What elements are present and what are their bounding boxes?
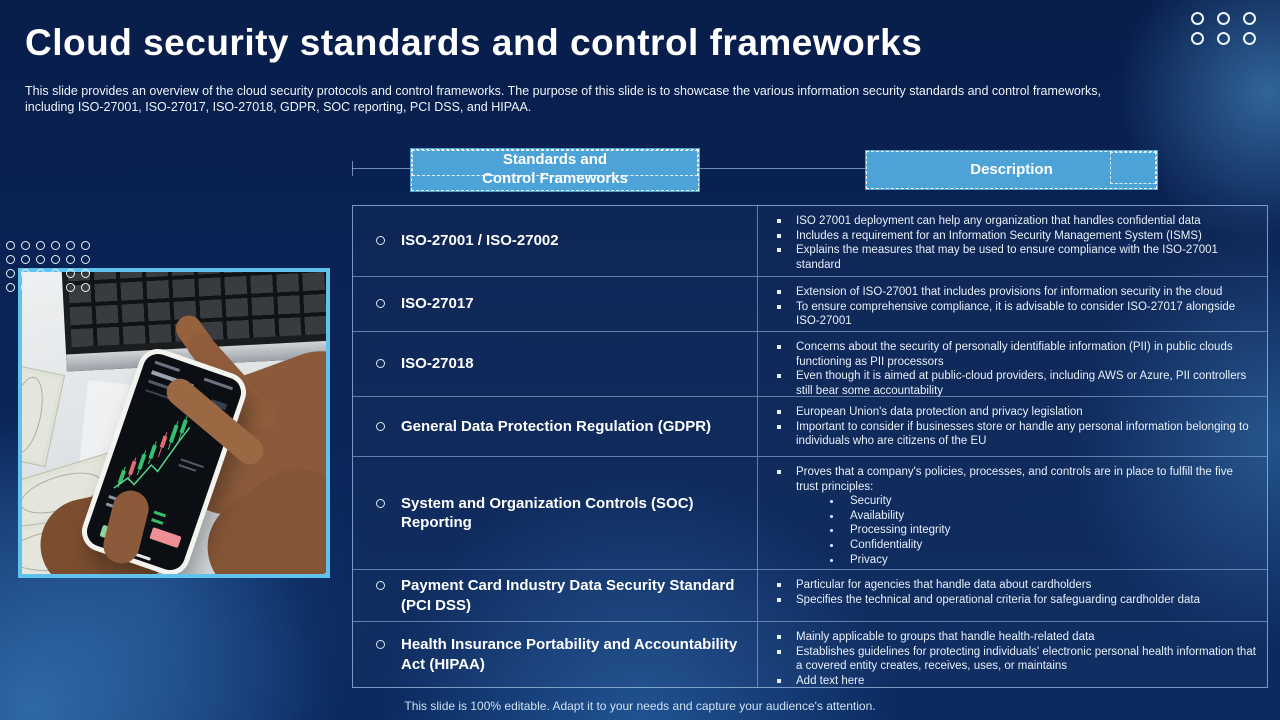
standard-cell <box>353 397 758 456</box>
standard-label: Payment Card Industry Data Security Standard (PCI DSS) <box>371 576 743 615</box>
ring-dot <box>21 241 30 250</box>
description-list <box>768 465 1257 567</box>
description-list <box>768 578 1257 607</box>
standards-column-header[interactable] <box>410 148 700 192</box>
slide-subtitle: This slide provides an overview of the cloud security protocols and control frameworks. The purpose of this slide is to showcase the various information security standards and control frameworks, including ISO-27001, ISO-27017, ISO-27018, GDPR, SOC reporting, PCI DSS, and HIPAA. <box>25 84 1101 114</box>
selection-dashed-inner <box>1110 152 1156 184</box>
ring-dot <box>1217 12 1230 25</box>
standard-cell <box>353 457 758 569</box>
description-cell <box>758 570 1267 621</box>
table-row <box>353 277 1267 332</box>
description-cell <box>758 332 1267 396</box>
description-list <box>768 285 1257 329</box>
description-point: Concerns about the security of personally identifiable information (PII) in public clouds functioning as PII processors <box>768 340 1257 369</box>
standard-cell <box>353 622 758 687</box>
description-point: Includes a requirement for an Information Security Management System (ISMS) <box>768 229 1257 244</box>
ring-dot <box>1217 32 1230 45</box>
standard-cell <box>353 570 758 621</box>
description-cell <box>758 206 1267 276</box>
description-point: Add text here <box>768 674 1257 689</box>
sub-point: Processing integrity <box>822 523 1257 538</box>
standard-label: General Data Protection Regulation (GDPR) <box>371 417 711 437</box>
ring-dot <box>36 269 45 278</box>
description-point: Extension of ISO-27001 that includes provisions for information security in the cloud <box>768 285 1257 300</box>
table-row <box>353 397 1267 457</box>
ring-dot <box>1243 12 1256 25</box>
description-point: European Union's data protection and privacy legislation <box>768 405 1257 420</box>
standards-table <box>352 205 1268 688</box>
corner-dots-decoration <box>1191 12 1256 45</box>
standard-label: ISO-27001 / ISO-27002 <box>371 231 559 251</box>
description-list <box>768 214 1257 272</box>
photo-corner-dots-decoration <box>6 241 90 292</box>
standard-label: ISO-27018 <box>371 354 474 374</box>
ring-dot <box>21 255 30 264</box>
description-point: Establishes guidelines for protecting individuals' electronic personal health information that a covered entity creates, receives, uses, or maintains <box>768 645 1257 674</box>
ring-dot <box>51 283 60 292</box>
standard-cell <box>353 332 758 396</box>
standard-label: ISO-27017 <box>371 294 474 314</box>
trading-photo <box>18 268 330 578</box>
ring-dot <box>66 255 75 264</box>
ring-dot <box>6 255 15 264</box>
description-list <box>768 340 1257 398</box>
standard-cell <box>353 206 758 276</box>
description-header-label: Description <box>970 160 1053 178</box>
description-point: Important to consider if businesses store or handle any personal information belonging to individuals who are citizens of the EU <box>768 420 1257 449</box>
ring-dot <box>51 269 60 278</box>
ring-dot <box>6 283 15 292</box>
sub-point: Availability <box>822 509 1257 524</box>
ring-dot <box>51 241 60 250</box>
ring-dot <box>66 269 75 278</box>
description-point: Proves that a company's policies, processes, and controls are in place to fulfill the five trust principles: Security Availability Processing integrity Confidentiality Privacy <box>768 465 1257 567</box>
ring-dot <box>21 283 30 292</box>
ring-dot <box>81 255 90 264</box>
ring-dot <box>36 255 45 264</box>
ring-dot <box>66 283 75 292</box>
description-cell <box>758 457 1267 569</box>
description-point: Even though it is aimed at public-cloud providers, including AWS or Azure, PII controllers still bear some accountability <box>768 369 1257 398</box>
ring-dot <box>81 241 90 250</box>
table-row <box>353 570 1267 622</box>
header-connector-tick-left <box>352 161 353 176</box>
sub-point: Security <box>822 494 1257 509</box>
table-row <box>353 332 1267 397</box>
footer-note: This slide is 100% editable. Adapt it to your needs and capture your audience's attention. <box>404 699 876 713</box>
ring-dot <box>6 241 15 250</box>
description-point: Mainly applicable to groups that handle health-related data <box>768 630 1257 645</box>
standard-cell <box>353 277 758 331</box>
ring-dot <box>1243 32 1256 45</box>
sub-point: Confidentiality <box>822 538 1257 553</box>
ring-dot <box>66 241 75 250</box>
ring-dot <box>21 269 30 278</box>
standards-header-label: Standards and Control Frameworks <box>482 151 628 187</box>
ring-dot <box>81 269 90 278</box>
description-cell <box>758 622 1267 687</box>
table-row <box>353 622 1267 687</box>
page-title: Cloud security standards and control frameworks <box>25 22 923 63</box>
ring-dot <box>1191 32 1204 45</box>
description-cell <box>758 277 1267 331</box>
table-row <box>353 457 1267 570</box>
description-list <box>768 405 1257 449</box>
dollar-bill <box>18 363 65 467</box>
description-point: ISO 27001 deployment can help any organization that handles confidential data <box>768 214 1257 229</box>
ring-dot <box>36 241 45 250</box>
description-cell <box>758 397 1267 456</box>
description-list <box>768 630 1257 688</box>
description-point: Particular for agencies that handle data about cardholders <box>768 578 1257 593</box>
ring-dot <box>6 269 15 278</box>
description-point: Specifies the technical and operational criteria for safeguarding cardholder data <box>768 593 1257 608</box>
standard-label: System and Organization Controls (SOC) Reporting <box>371 494 743 533</box>
sub-point-list <box>796 494 1257 567</box>
ring-dot <box>1191 12 1204 25</box>
standard-label: Health Insurance Portability and Accountability Act (HIPAA) <box>371 635 743 674</box>
sub-point: Privacy <box>822 553 1257 568</box>
description-column-header[interactable] <box>865 150 1158 190</box>
description-point: Explains the measures that may be used to ensure compliance with the ISO-27001 standard <box>768 243 1257 272</box>
table-row <box>353 206 1267 277</box>
ring-dot <box>81 283 90 292</box>
ring-dot <box>51 255 60 264</box>
ring-dot <box>36 283 45 292</box>
description-point: To ensure comprehensive compliance, it is advisable to consider ISO-27017 alongside ISO-27001 <box>768 300 1257 329</box>
